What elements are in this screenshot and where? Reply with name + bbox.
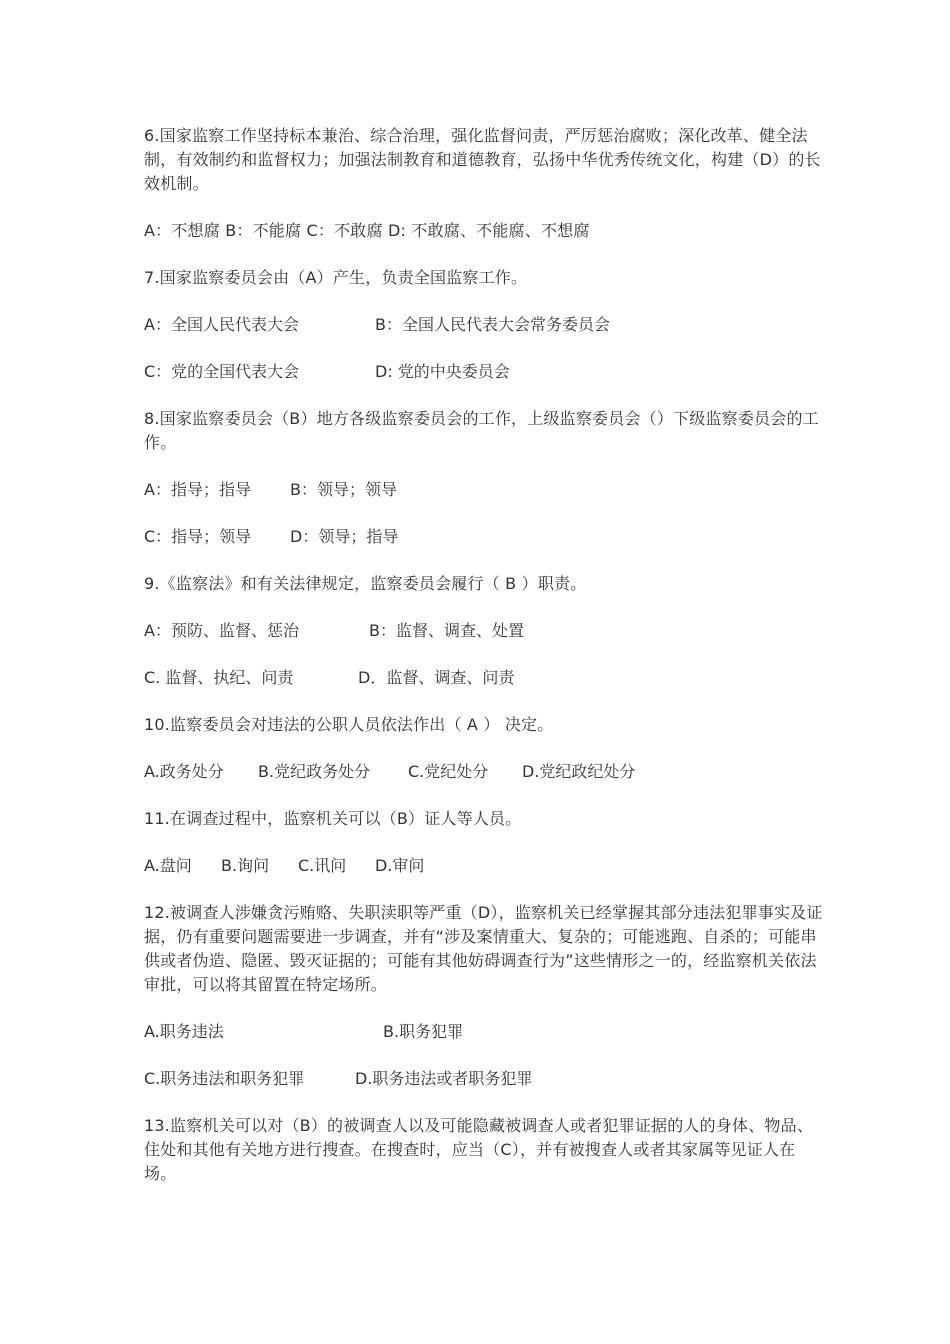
question-11-options [144,854,824,878]
question-10-options [144,760,824,784]
option-d: D.党纪政纪处分 [522,762,636,781]
option-d: D：领导；指导 [290,527,399,546]
option-c: C：党的全国代表大会 [144,362,300,381]
document-page [144,124,824,1186]
option-a: A：指导；指导 [144,480,251,499]
option-d: D.审问 [375,856,425,875]
question-7: 7.国家监察委员会由（A）产生，负责全国监察工作。 [144,268,528,287]
option-b: B.询问 [221,856,270,875]
option-a: A.政务处分 [144,762,224,781]
option-a: A：全国人民代表大会 [144,315,299,334]
question-8: 8.国家监察委员会（B）地方各级监察委员会的工作，上级监察委员会（）下级监察委员会的工作。 [144,409,819,452]
question-8-options-row-2 [144,525,824,549]
question-13: 13.监察机关可以对（B）的被调查人以及可能隐藏被调查人或者犯罪证据的人的身体、物品、住处和其他有关地方进行搜查。在搜查时，应当（C），并有被搜查人或者其家属等见证人在场。 [144,1116,814,1183]
question-9-options-row-1 [144,619,824,643]
option-c: C. 监督、执纪、问责 [144,668,294,687]
option-a: A.职务违法 [144,1022,224,1041]
option-b: B：全国人民代表大会常务委员会 [375,315,610,334]
question-7-options-row-1 [144,313,824,337]
question-6: 6.国家监察工作坚持标本兼治、综合治理，强化监督问责，严厉惩治腐败；深化改革、健全法制，有效制约和监督权力；加强法制教育和道德教育，弘扬中华优秀传统文化，构建（D）的长效机制。 [144,126,821,193]
option-c: C.讯问 [298,856,347,875]
question-7-options-row-2 [144,360,824,384]
option-c: C.党纪处分 [408,762,489,781]
option-b: B：监督、调查、处置 [369,621,524,640]
option-c: C.职务违法和职务犯罪 [144,1069,305,1088]
option-b: B.党纪政务处分 [258,762,371,781]
option-c: C：指导；领导 [144,527,252,546]
option-d: D.职务违法或者职务犯罪 [355,1069,533,1088]
option-b: B.职务犯罪 [383,1022,464,1041]
option-b: B：领导；领导 [290,480,397,499]
question-9: 9.《监察法》和有关法律规定，监察委员会履行（ B ）职责。 [144,574,587,593]
option-d: D: 党的中央委员会 [375,362,510,381]
question-6-options: A：不想腐 B：不能腐 C：不敢腐 D: 不敢腐、不能腐、不想腐 [144,221,590,240]
option-a: A.盘问 [144,856,192,875]
question-8-options-row-1 [144,478,824,502]
question-11: 11.在调查过程中，监察机关可以（B）证人等人员。 [144,809,522,828]
question-10: 10.监察委员会对违法的公职人员依法作出（ A ） 决定。 [144,715,554,734]
question-12: 12.被调查人涉嫌贪污贿赂、失职渎职等严重（D），监察机关已经掌握其部分违法犯罪事实及证据，仍有重要问题需要进一步调查，并有“涉及案情重大、复杂的；可能逃跑、自杀的；可能串供或者伪造、隐匿、毁灭证据的；可能有其他妨碍调查行为”这些情形之一的，经监察机关依法审批，可以将其留置在特定场所。 [144,903,823,994]
question-12-options-row-2 [144,1067,824,1091]
question-9-options-row-2 [144,666,824,690]
question-12-options-row-1 [144,1020,824,1044]
option-d: D．监督、调查、问责 [358,668,515,687]
option-a: A：预防、监督、惩治 [144,621,299,640]
